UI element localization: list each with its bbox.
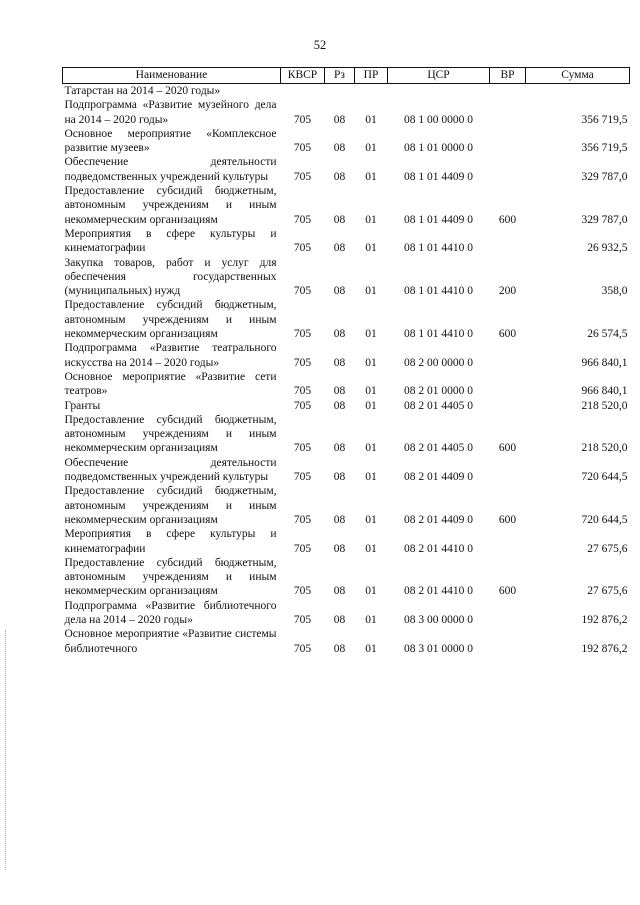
cell-vr (490, 127, 526, 156)
cell-name: Подпрограмма «Развитие музейного дела на 2014 – 2020 годы» (64, 99, 277, 126)
cell-csr: 08 1 01 4409 0 (404, 213, 473, 226)
cell-rz: 08 (333, 356, 346, 369)
cell-rz: 08 (333, 142, 346, 155)
cell-sum: 192 876,2 (581, 642, 628, 655)
cell-name: Предоставление субсидий бюджетным, автономным учреждениям и иным некоммерческим организациям (64, 185, 277, 226)
cell-pr: 01 (365, 385, 377, 398)
cell-sum: 720 644,5 (581, 513, 628, 526)
cell-rz: 08 (333, 442, 346, 455)
cell-csr (388, 84, 490, 99)
table-row (63, 556, 630, 599)
cell-pr (355, 84, 388, 99)
table-row (63, 413, 630, 456)
cell-kvsr: 705 (293, 356, 312, 369)
cell-csr: 08 1 01 4410 0 (404, 328, 473, 341)
cell-pr: 01 (365, 442, 377, 455)
cell-pr: 01 (365, 142, 377, 155)
table-body (63, 84, 630, 656)
cell-name: Предоставление субсидий бюджетным, автономным учреждениям и иным некоммерческим организациям (64, 299, 277, 341)
cell-name: Гранты (64, 399, 101, 412)
cell-kvsr: 705 (293, 585, 312, 598)
table-row (63, 341, 630, 370)
cell-name: Основное мероприятие «Развитие сети театров» (64, 370, 277, 398)
cell-sum: 358,0 (601, 285, 628, 298)
cell-vr (490, 227, 526, 256)
cell-pr: 01 (365, 471, 377, 484)
margin-dotted-line (5, 630, 6, 870)
cell-pr: 01 (365, 328, 377, 341)
table-row (63, 456, 630, 485)
cell-pr: 01 (365, 213, 377, 226)
table-row (63, 84, 630, 99)
cell-name: Предоставление субсидий бюджетным, автономным учреждениям и иным некоммерческим организациям (64, 556, 277, 598)
cell-name: Основное мероприятие «Развитие системы библиотечного (64, 628, 277, 655)
cell-csr: 08 1 01 4410 0 (404, 242, 473, 255)
cell-vr (490, 527, 526, 556)
cell-kvsr: 705 (293, 142, 312, 155)
cell-pr: 01 (365, 285, 377, 298)
cell-name: Обеспечение деятельности подведомственных учреждений культуры (64, 456, 277, 484)
cell-name: Предоставление субсидий бюджетным, автономным учреждениям и иным некоммерческим организациям (64, 413, 277, 455)
cell-csr: 08 2 01 4410 0 (404, 542, 473, 555)
cell-rz: 08 (333, 399, 346, 412)
cell-kvsr: 705 (293, 613, 312, 626)
cell-vr (490, 341, 526, 370)
cell-csr: 08 2 01 4409 0 (404, 471, 473, 484)
table-row (63, 484, 630, 527)
cell-rz: 08 (333, 542, 346, 555)
cell-sum: 966 840,1 (581, 385, 628, 398)
cell-vr (490, 84, 526, 99)
cell-name: Татарстан на 2014 – 2020 годы» (64, 85, 221, 97)
table-row (63, 627, 630, 656)
cell-name: Предоставление субсидий бюджетным, автономным учреждениям и иным некоммерческим организациям (64, 485, 277, 526)
cell-csr: 08 3 00 0000 0 (404, 613, 473, 626)
cell-kvsr (281, 84, 325, 99)
table-header-row (63, 68, 630, 84)
table-row (63, 298, 630, 341)
cell-vr: 200 (498, 285, 517, 298)
cell-vr: 600 (498, 585, 517, 598)
table-row (63, 98, 630, 127)
table-row (63, 256, 630, 299)
cell-vr (490, 155, 526, 184)
cell-sum: 218 520,0 (581, 399, 628, 412)
cell-vr (490, 98, 526, 127)
cell-vr (490, 370, 526, 399)
cell-pr: 01 (365, 585, 377, 598)
cell-csr: 08 1 01 0000 0 (404, 142, 473, 155)
cell-rz: 08 (333, 513, 346, 526)
cell-sum: 329 787,0 (581, 170, 628, 183)
cell-csr: 08 2 01 0000 0 (404, 385, 473, 398)
header-kvsr: КВСР (281, 68, 325, 84)
cell-csr: 08 1 01 4410 0 (404, 285, 473, 298)
header-csr: ЦСР (388, 68, 490, 84)
cell-pr: 01 (365, 642, 377, 655)
cell-name: Закупка товаров, работ и услуг для обеспечения государственных (муниципальных) нужд (64, 256, 277, 298)
cell-vr (490, 399, 526, 413)
table-row (63, 399, 630, 413)
cell-name: Мероприятия в сфере культуры и кинематографии (64, 528, 277, 555)
cell-rz: 08 (333, 328, 346, 341)
header-name: Наименование (63, 68, 281, 84)
cell-vr: 600 (498, 442, 517, 455)
cell-sum (526, 84, 630, 99)
cell-name: Обеспечение деятельности подведомственных учреждений культуры (64, 156, 277, 183)
cell-pr: 01 (365, 513, 377, 526)
cell-rz: 08 (333, 213, 346, 226)
table-row (63, 370, 630, 399)
cell-pr: 01 (365, 170, 377, 183)
cell-pr: 01 (365, 613, 377, 626)
cell-rz (325, 84, 355, 99)
table-row (63, 155, 630, 184)
cell-name: Подпрограмма «Развитие театрального искусства на 2014 – 2020 годы» (64, 342, 277, 369)
page-number: 52 (313, 38, 327, 52)
cell-csr: 08 2 01 4410 0 (404, 585, 473, 598)
cell-sum: 356 719,5 (581, 113, 628, 126)
cell-kvsr: 705 (293, 471, 312, 484)
cell-vr (490, 599, 526, 628)
table-row (63, 227, 630, 256)
cell-kvsr: 705 (293, 542, 312, 555)
cell-kvsr: 705 (293, 113, 312, 126)
cell-sum: 218 520,0 (581, 442, 628, 455)
cell-vr: 600 (498, 213, 517, 226)
table-row (63, 184, 630, 227)
cell-rz: 08 (333, 613, 346, 626)
cell-kvsr: 705 (293, 285, 312, 298)
cell-sum: 26 932,5 (587, 242, 628, 255)
header-sum: Сумма (526, 68, 630, 84)
cell-kvsr: 705 (293, 242, 312, 255)
cell-rz: 08 (333, 285, 346, 298)
table-row (63, 599, 630, 628)
cell-sum: 356 719,5 (581, 142, 628, 155)
cell-pr: 01 (365, 356, 377, 369)
cell-csr: 08 1 01 4409 0 (404, 170, 473, 183)
header-pr: ПР (355, 68, 388, 84)
cell-pr: 01 (365, 399, 377, 412)
cell-csr: 08 2 00 0000 0 (404, 356, 473, 369)
cell-pr: 01 (365, 542, 377, 555)
cell-kvsr: 705 (293, 170, 312, 183)
cell-sum: 966 840,1 (581, 356, 628, 369)
cell-rz: 08 (333, 642, 346, 655)
cell-kvsr: 705 (293, 213, 312, 226)
cell-rz: 08 (333, 585, 346, 598)
cell-sum: 27 675,6 (587, 585, 628, 598)
cell-csr: 08 1 00 0000 0 (404, 113, 473, 126)
cell-sum: 329 787,0 (581, 213, 628, 226)
table-row (63, 127, 630, 156)
cell-kvsr: 705 (293, 442, 312, 455)
cell-rz: 08 (333, 471, 346, 484)
cell-pr: 01 (365, 242, 377, 255)
cell-vr (490, 627, 526, 656)
cell-name: Мероприятия в сфере культуры и кинематографии (64, 227, 277, 255)
cell-sum: 720 644,5 (581, 471, 628, 484)
cell-kvsr: 705 (293, 399, 312, 412)
budget-table (62, 67, 630, 656)
cell-rz: 08 (333, 242, 346, 255)
cell-pr: 01 (365, 113, 377, 126)
cell-csr: 08 2 01 4405 0 (404, 442, 473, 455)
header-rz: Рз (325, 68, 355, 84)
cell-csr: 08 3 01 0000 0 (404, 642, 473, 655)
cell-name: Основное мероприятие «Комплексное развитие музеев» (64, 127, 277, 155)
table-row (63, 527, 630, 556)
cell-sum: 26 574,5 (587, 328, 628, 341)
cell-csr: 08 2 01 4405 0 (404, 399, 473, 412)
cell-kvsr: 705 (293, 642, 312, 655)
cell-sum: 27 675,6 (587, 542, 628, 555)
cell-rz: 08 (333, 385, 346, 398)
cell-vr: 600 (498, 513, 517, 526)
cell-kvsr: 705 (293, 385, 312, 398)
cell-kvsr: 705 (293, 328, 312, 341)
cell-sum: 192 876,2 (581, 613, 628, 626)
cell-csr: 08 2 01 4409 0 (404, 513, 473, 526)
cell-vr: 600 (498, 328, 517, 341)
cell-name: Подпрограмма «Развитие библиотечного дела на 2014 – 2020 годы» (64, 599, 277, 626)
cell-vr (490, 456, 526, 485)
header-vr: ВР (490, 68, 526, 84)
cell-rz: 08 (333, 170, 346, 183)
cell-rz: 08 (333, 113, 346, 126)
cell-kvsr: 705 (293, 513, 312, 526)
